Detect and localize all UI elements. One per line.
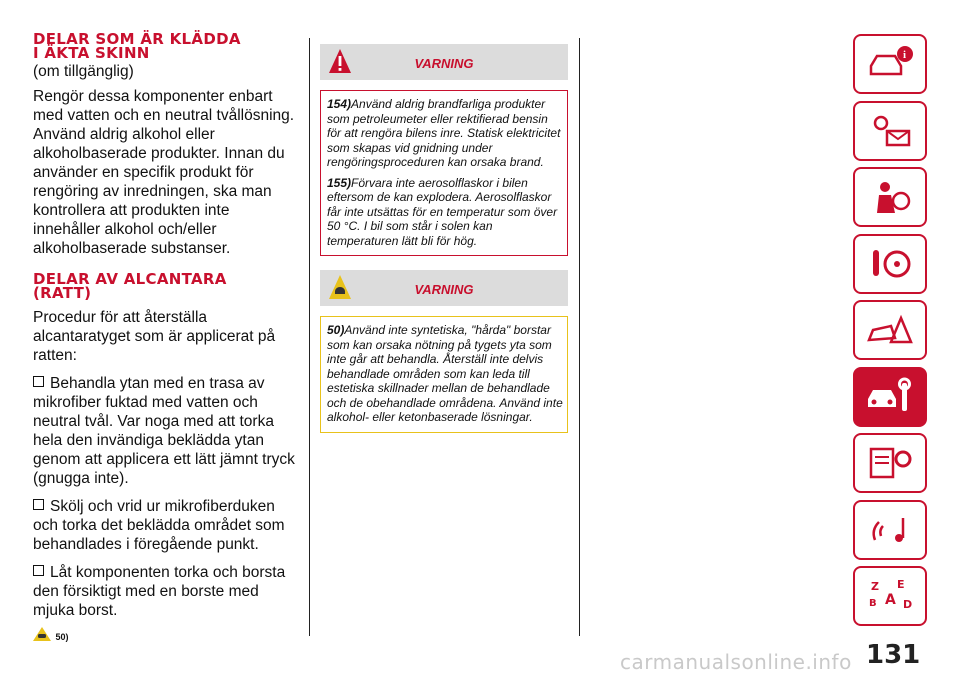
warning-box-red: [320, 90, 568, 256]
heading-line-1: DELAR SOM ÄR KLÄDDA: [33, 30, 241, 48]
warning-item: [327, 97, 563, 170]
key-steering-icon: [865, 244, 915, 284]
bullet-item: [33, 374, 298, 488]
bullet-item: [33, 497, 298, 554]
warning-number: 154): [327, 97, 352, 111]
reference-number: 50): [55, 631, 69, 642]
middle-column: [320, 44, 568, 441]
tab-index[interactable]: [853, 566, 927, 626]
tab-car-info[interactable]: [853, 34, 927, 94]
heading-line-2: (RATT): [33, 284, 92, 302]
left-column: [33, 32, 298, 646]
warning-header-red: [320, 44, 568, 80]
bullet-box-icon: [33, 565, 44, 576]
section-heading-leather: [33, 32, 298, 60]
svg-text:B: B: [869, 598, 877, 609]
bullet-box-icon: [33, 376, 44, 387]
tab-safety[interactable]: [853, 167, 927, 227]
warning-number: 155): [327, 175, 352, 190]
chapter-tabs: [853, 34, 927, 633]
car-service-icon: [864, 377, 916, 417]
warning-number: 50): [327, 323, 345, 337]
breakdown-icon: [865, 310, 915, 350]
index-icon: [865, 576, 915, 616]
svg-text:D: D: [903, 598, 913, 611]
warning-box-yellow: [320, 316, 568, 433]
safety-airbag-icon: [865, 177, 915, 217]
column-divider: [309, 38, 310, 636]
bullet-box-icon: [33, 499, 44, 510]
alcantara-intro: Procedur för att återställa alcantaratyget som är applicerat på ratten:: [33, 309, 276, 364]
warning-item: [327, 323, 563, 425]
subtitle: (om tillgänglig): [33, 63, 134, 80]
page-number: 131: [866, 640, 921, 670]
tab-technical-data[interactable]: [853, 433, 927, 493]
warning-item: [327, 176, 563, 249]
warning-header-yellow: [320, 270, 568, 306]
bullet-item: [33, 563, 298, 620]
yellow-warning-icon: [33, 627, 51, 641]
column-divider: [579, 38, 580, 636]
svg-text:i: i: [903, 49, 907, 61]
bullet-text: Skölj och vrid ur mikrofiberduken och torka det beklädda området som behandlades i föregående punkt.: [33, 498, 285, 553]
tab-starting-driving[interactable]: [853, 234, 927, 294]
warning-title: VARNING: [414, 56, 474, 71]
heading-line-2: I ÄKTA SKINN: [33, 44, 150, 62]
warning-lights-icon: [865, 111, 915, 151]
warning-text: Använd aldrig brandfarliga produkter som petroleumeter eller rektifierad bensin för att rengöra bilens inre. Statisk elektricitet som skapas vid gnidning under rengöringsproceduren kan orsaka brand.: [327, 97, 561, 169]
bullet-text: Behandla ytan med en trasa av mikrofiber fuktad med vatten och neutral tvål. Var noga med att torka hela den invändiga beklädda ytan genom att applicera ett lätt jämnt tryck (gnugga inte).: [33, 375, 295, 487]
heading-line-1: DELAR AV ALCANTARA: [33, 270, 227, 288]
leather-body-text: Rengör dessa komponenter enbart med vatten och en neutral tvållösning. Använd aldrig alkohol eller alkoholbaserade produkter. Innan du använder en specifik produkt för rengöring av inredningen, ska man kontrollera att produkten inte innehåller alkohol och/eller alkoholbaserade substanser.: [33, 88, 295, 257]
tab-maintenance[interactable]: [853, 367, 927, 427]
bullet-text: Låt komponenten torka och borsta den försiktigt med en borste med mjuka borst.: [33, 564, 286, 619]
watermark-footer: carmanualsonline.info: [620, 650, 852, 674]
svg-text:A: A: [885, 592, 896, 608]
svg-text:E: E: [897, 578, 905, 591]
tab-warning-lights[interactable]: [853, 101, 927, 161]
multimedia-icon: [865, 510, 915, 550]
warning-text: Förvara inte aerosolflaskor i bilen eftersom de kan explodera. Aerosolflaskor får inte utsättas för en temperatur som över 50 °C. I bil som står i solen kan temperaturen lätt bli för hög.: [327, 175, 558, 248]
warning-text: Använd inte syntetiska, "hårda" borstar som kan orsaka nötning på tygets yta som inte går att behandla. Återställ inte delvis behandlade områden som kan leda till estetiska skillnader mellan de behandlade och de obehandlade områdena. Använd inte alkohol- eller ketonbaserade lösningar.: [327, 323, 563, 424]
tab-multimedia[interactable]: [853, 500, 927, 560]
car-info-icon: [865, 44, 915, 84]
section-heading-alcantara: [33, 272, 298, 300]
warning-reference[interactable]: [33, 627, 298, 646]
tab-emergency[interactable]: [853, 300, 927, 360]
svg-text:Z: Z: [871, 580, 879, 593]
warning-title: VARNING: [414, 282, 474, 297]
technical-data-icon: [865, 443, 915, 483]
